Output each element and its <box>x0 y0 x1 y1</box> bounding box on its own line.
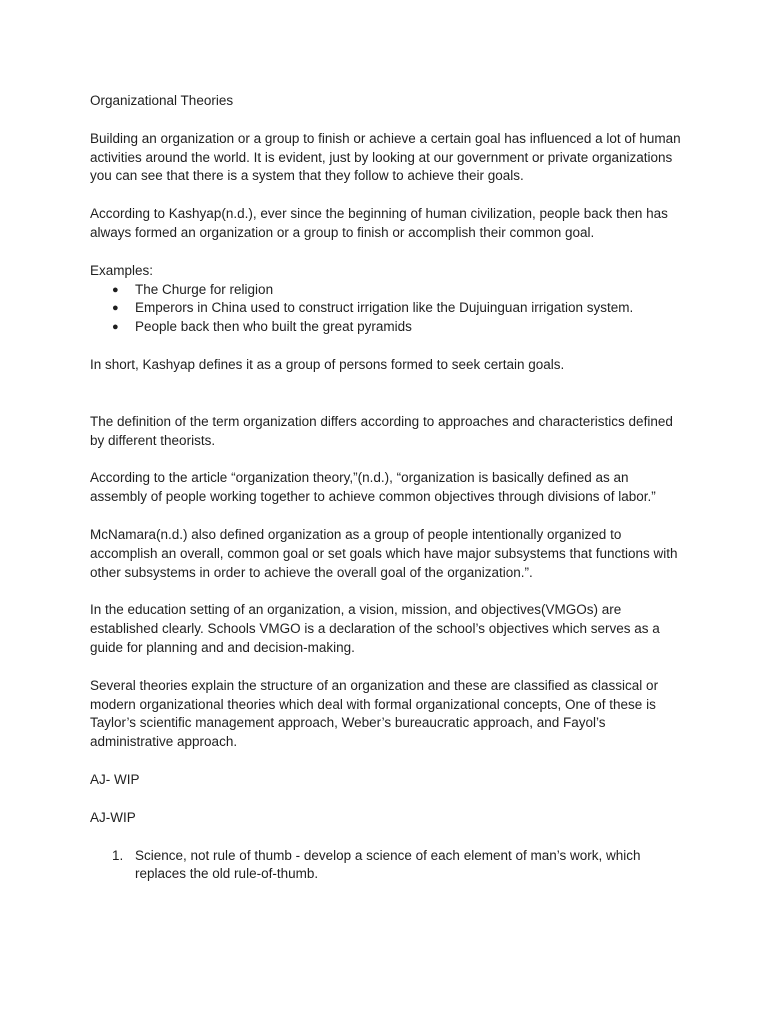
document-body <box>90 92 682 884</box>
list-item <box>90 281 682 300</box>
list-item-text: Science, not rule of thumb - develop a science of each element of man’s work, which replaces the old rule-of-thumb. <box>135 847 641 882</box>
bullet-icon: ● <box>112 302 119 315</box>
bullet-icon: ● <box>112 321 119 334</box>
list-item-text: People back then who built the great pyramids <box>135 319 412 335</box>
list-item-number: 1. <box>112 847 124 863</box>
paragraph-mcnamara: McNamara(n.d.) also defined organization as a group of people intentionally organized to accomplish an overall, common goal or set goals which have major subsystems that functions with other subsystems in order to achieve the overall goal of the organization.”. <box>90 526 678 580</box>
list-item-text: Emperors in China used to construct irrigation like the Dujuinguan irrigation system. <box>135 300 634 316</box>
list-item <box>90 299 682 318</box>
bullet-icon: ● <box>112 283 119 296</box>
paragraph-intro: Building an organization or a group to finish or achieve a certain goal has influenced a lot of human activities around the world. It is evident, just by looking at our government or private organizations you can see that there is a system that they follow to achieve their goals. <box>90 130 681 184</box>
paragraph-education-setting: In the education setting of an organization, a vision, mission, and objectives(VMGOs) are established clearly. Schools VMGO is a declaration of the school’s objectives which serves as a guide for planning and and decision-making. <box>90 602 660 655</box>
paragraph-definition: The definition of the term organization differs according to approaches and characteristics defined by different theorists. <box>90 413 673 448</box>
examples-list <box>90 281 682 337</box>
paragraph-wip-1: AJ- WIP <box>90 771 140 787</box>
paragraph-theories: Several theories explain the structure of an organization and these are classified as classical or modern organizational theories which deal with formal organizational concepts, One of these is Taylor’s scientific management approach, Weber’s bureaucratic approach, and Fayol’s administrative approach. <box>90 677 659 750</box>
examples-heading: Examples: <box>90 262 154 278</box>
paragraph-kashyap: According to Kashyap(n.d.), ever since the beginning of human civilization, people back then has always formed an organization or a group to finish or accomplish their common goal. <box>90 206 668 240</box>
list-item <box>90 847 682 885</box>
principles-list <box>90 847 682 885</box>
paragraph-wip-2: AJ-WIP <box>90 809 136 825</box>
paragraph-organization-theory: According to the article “organization theory,”(n.d.), “organization is basically defined as an assembly of people working together to achieve common objectives through divisions of labor.” <box>90 470 656 505</box>
document-title: Organizational Theories <box>90 93 234 108</box>
list-item-text: The Churge for religion <box>135 281 274 297</box>
list-item <box>90 318 682 337</box>
paragraph-summary: In short, Kashyap defines it as a group of persons formed to seek certain goals. <box>90 356 565 372</box>
